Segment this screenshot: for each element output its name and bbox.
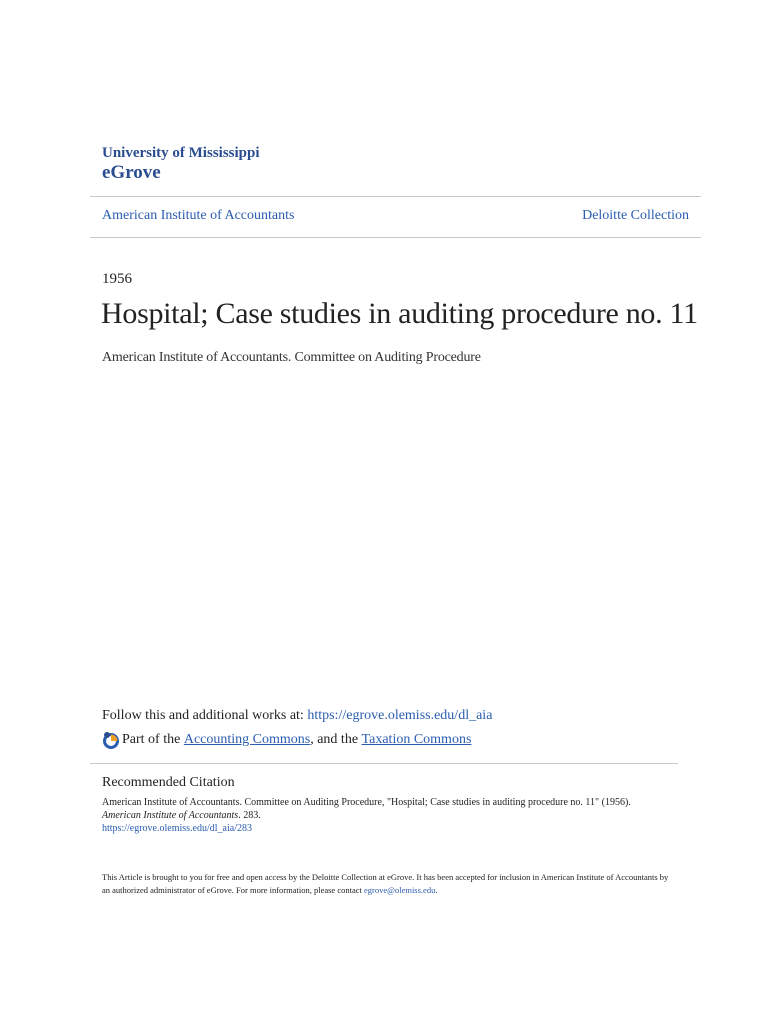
part-of-line	[102, 731, 471, 749]
citation-source	[102, 809, 702, 822]
divider-citation	[90, 763, 678, 764]
notice-text: This Article is brought to you for free and open access by the Deloitte Collection at eGrove. It has been accepted for inclusion in American Institute of Accountants by an authorized administrator of eGrove. For more information, please contact	[102, 872, 669, 895]
collection-link[interactable]: Deloitte Collection	[582, 208, 689, 223]
follow-line	[102, 708, 492, 724]
citation-journal: American Institute of Accountants	[102, 810, 239, 821]
author: American Institute of Accountants. Committee on Auditing Procedure	[102, 350, 481, 365]
notice-end: .	[435, 885, 438, 895]
part-of-prefix: Part of the	[122, 732, 181, 747]
network-icon	[102, 731, 120, 749]
publication-year: 1956	[102, 271, 132, 287]
university-name[interactable]: University of Mississippi	[102, 145, 260, 161]
citation-block	[102, 796, 702, 835]
citation-url-link[interactable]: https://egrove.olemiss.edu/dl_aia/283	[102, 823, 252, 834]
series-link[interactable]: American Institute of Accountants	[102, 208, 295, 223]
contact-email-link[interactable]: egrove@olemiss.edu	[364, 885, 436, 895]
part-of-middle: , and the	[310, 732, 359, 747]
access-notice	[102, 871, 672, 897]
repository-name[interactable]: eGrove	[102, 162, 161, 183]
divider-bottom	[90, 237, 701, 238]
page-title: Hospital; Case studies in auditing procedure no. 11	[101, 297, 698, 330]
follow-prefix: Follow this and additional works at:	[102, 708, 308, 723]
follow-url-link[interactable]: https://egrove.olemiss.edu/dl_aia	[307, 708, 493, 723]
accounting-commons-link[interactable]: Accounting Commons	[183, 732, 311, 747]
taxation-commons-link[interactable]: Taxation Commons	[361, 732, 472, 747]
citation-number: . 283.	[238, 810, 261, 821]
site-header	[102, 145, 260, 184]
citation-heading: Recommended Citation	[102, 775, 235, 790]
divider-top	[90, 196, 701, 197]
citation-line: American Institute of Accountants. Committee on Auditing Procedure, "Hospital; Case studies in auditing procedure no. 11" (1956).	[102, 797, 631, 808]
